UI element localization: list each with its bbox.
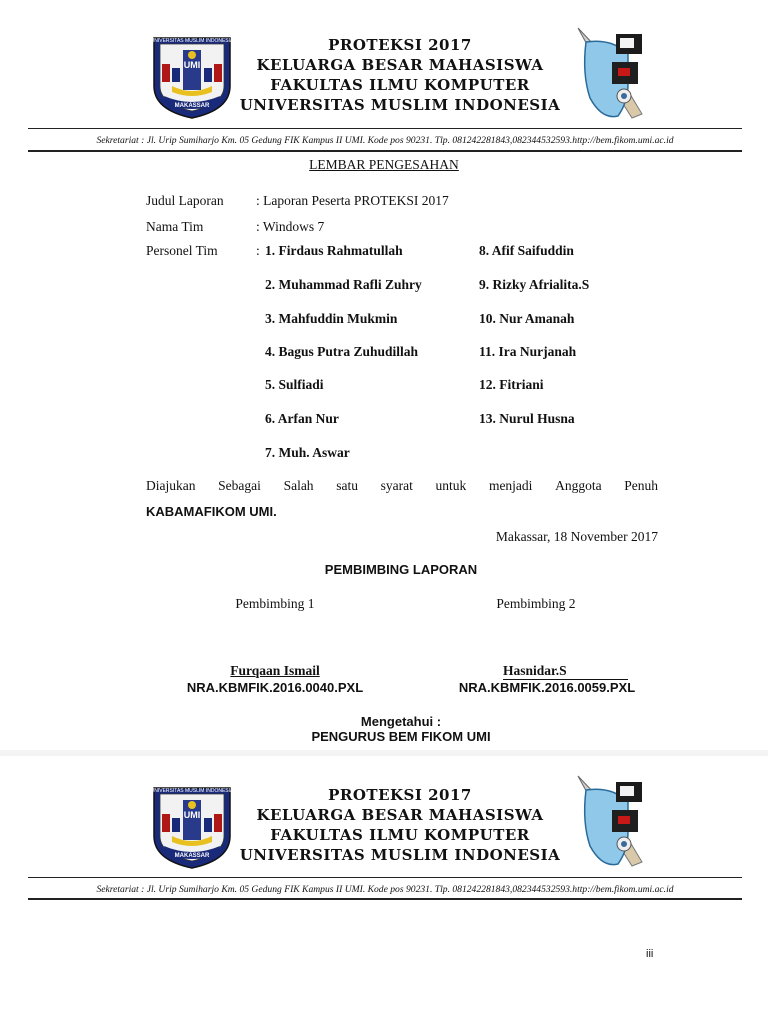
- judul-value: : Laporan Peserta PROTEKSI 2017: [256, 193, 449, 208]
- secretariat-address: Sekretariat : Jl. Urip Sumiharjo Km. 05 Gedung FIK Kampus II UMI. Kode pos 90231. Tlp. 081242281843,082344532593.http://bem.fikom.umi.ac.id: [96, 135, 674, 146]
- member-item: 7. Muh. Aswar: [265, 445, 350, 460]
- submission-word: syarat: [380, 478, 413, 493]
- robot-mascot-logo: [572, 772, 650, 872]
- submission-word: satu: [336, 478, 358, 493]
- logo-center-text: UMI: [183, 810, 201, 820]
- title-line-4: UNIVERSITAS MUSLIM INDONESIA: [239, 846, 561, 864]
- judul-label: Judul Laporan: [146, 193, 224, 208]
- place-date: Makassar, 18 November 2017: [495, 529, 658, 544]
- submission-word: Salah: [283, 478, 314, 493]
- submission-word: Penuh: [624, 478, 658, 493]
- pembimbing-1-label: Pembimbing 1: [235, 596, 315, 611]
- personel-colon: :: [256, 243, 260, 258]
- member-item: 12. Fitriani: [479, 377, 544, 392]
- secretariat-address: Sekretariat : Jl. Urip Sumiharjo Km. 05 Gedung FIK Kampus II UMI. Kode pos 90231. Tlp. 081242281843,082344532593.http://bem.fikom.umi.ac.id: [96, 884, 674, 895]
- pembimbing-2-name: Hasnidar.S: [503, 663, 567, 678]
- pembimbing-1-name: Furqaan Ismail: [230, 663, 320, 678]
- logo-bottom-text: MAKASSAR: [174, 853, 210, 859]
- header-rule-top: [28, 877, 742, 878]
- title-line-2: KELUARGA BESAR MAHASISWA: [256, 806, 544, 824]
- page-break-shade: [0, 750, 768, 756]
- member-item: 2. Muhammad Rafli Zuhry: [265, 277, 422, 292]
- submission-word: untuk: [435, 478, 467, 493]
- title-line-3: FAKULTAS ILMU KOMPUTER: [270, 826, 530, 844]
- title-line-4: UNIVERSITAS MUSLIM INDONESIA: [239, 96, 561, 114]
- pengurus-label: PENGURUS BEM FIKOM UMI: [311, 729, 491, 744]
- title-line-2: KELUARGA BESAR MAHASISWA: [256, 56, 544, 74]
- header-rule-top: [28, 128, 742, 129]
- robot-mascot-logo: [572, 24, 650, 124]
- submission-word: Sebagai: [218, 478, 261, 493]
- pembimbing-2-label: Pembimbing 2: [496, 596, 576, 611]
- nama-tim-label: Nama Tim: [146, 219, 204, 234]
- header-rule-bottom: [28, 898, 742, 900]
- pembimbing-1-nra: NRA.KBMFIK.2016.0040.PXL: [186, 680, 364, 695]
- title-line-3: FAKULTAS ILMU KOMPUTER: [270, 76, 530, 94]
- header-rule-bottom: [28, 150, 742, 152]
- member-item: 1. Firdaus Rahmatullah: [265, 243, 403, 258]
- member-item: 6. Arfan Nur: [265, 411, 339, 426]
- member-item: 8. Afif Saifuddin: [479, 243, 574, 258]
- letterhead-title: [230, 36, 570, 114]
- logo-center-text: UMI: [183, 60, 201, 70]
- member-item: 13. Nurul Husna: [479, 411, 575, 426]
- submission-word: Diajukan: [146, 478, 196, 493]
- member-item: 9. Rizky Afrialita.S: [479, 277, 590, 292]
- submission-line-2: KABAMAFIKOM UMI.: [146, 504, 277, 519]
- logo-top-text: UNIVERSITAS MUSLIM INDONESIA: [150, 788, 234, 794]
- submission-word: menjadi: [488, 478, 533, 493]
- title-line-1: PROTEKSI 2017: [328, 36, 472, 54]
- page-number: iii: [646, 948, 654, 960]
- member-item: 10. Nur Amanah: [479, 311, 575, 326]
- nama-tim-value: : Windows 7: [256, 219, 325, 234]
- member-item: 4. Bagus Putra Zuhudillah: [265, 344, 419, 359]
- member-item: 11. Ira Nurjanah: [479, 344, 577, 359]
- member-item: 3. Mahfuddin Mukmin: [265, 311, 398, 326]
- logo-bottom-text: MAKASSAR: [174, 103, 210, 109]
- submission-word: Anggota: [555, 478, 602, 493]
- submission-line-1: [146, 478, 658, 494]
- document-title: LEMBAR PENGESAHAN: [309, 157, 459, 172]
- logo-top-text: UNIVERSITAS MUSLIM INDONESIA: [150, 38, 234, 44]
- personel-label: Personel Tim: [146, 243, 218, 258]
- mengetahui-label: Mengetahui :: [360, 714, 442, 729]
- letterhead-title: [230, 786, 570, 864]
- title-line-1: PROTEKSI 2017: [328, 786, 472, 804]
- member-item: 5. Sulfiadi: [265, 377, 324, 392]
- pembimbing-section-title: PEMBIMBING LAPORAN: [324, 562, 478, 577]
- pembimbing-2-nra: NRA.KBMFIK.2016.0059.PXL: [458, 680, 636, 695]
